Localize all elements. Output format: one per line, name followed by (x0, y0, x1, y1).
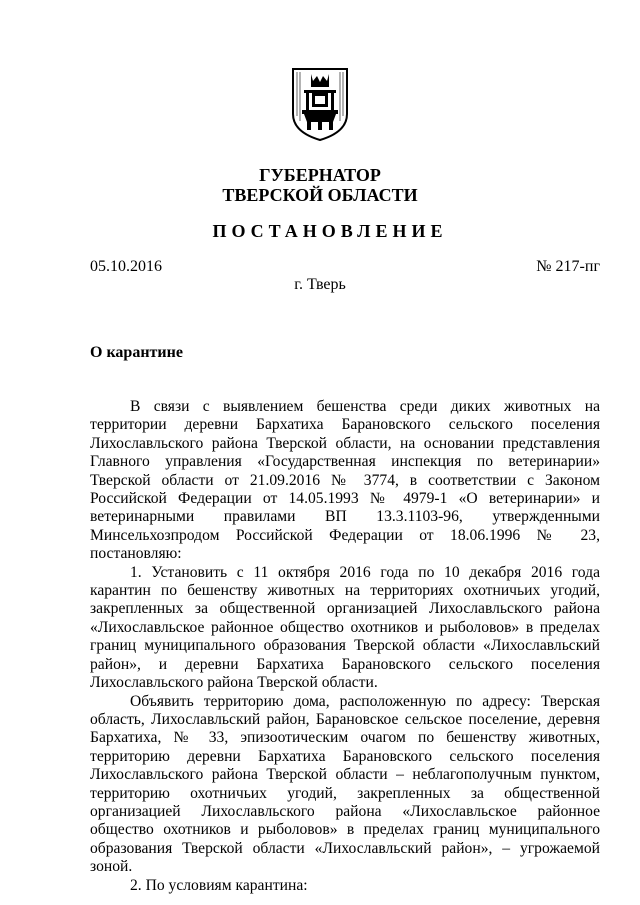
document-body (90, 398, 600, 895)
document-subject: О карантине (90, 344, 183, 361)
coat-of-arms-icon (290, 66, 350, 142)
document-date: 05.10.2016 (90, 258, 162, 275)
paragraph: 2. По условиям карантина: (130, 876, 308, 894)
paragraph: 1. Установить с 11 октября 2016 года по 10 декабря 2016 года карантин по бешенству животных на территориях охотничьих угодий, закрепленных за общественной организацией Лихославльского района «Лихославльское районное общество охотников и рыболовов» в пределах границ муниципального образования Тверской области «Лихославльский район», и деревни Бархатиха Барановского сельского поселения Лихославльского района Тверской области. (90, 563, 600, 692)
authority-region: ТВЕРСКОЙ ОБЛАСТИ (222, 185, 418, 205)
document-type: ПОСТАНОВЛЕНИЕ (212, 221, 448, 241)
document-city: г. Тверь (294, 276, 346, 293)
paragraph: Объявить территорию дома, расположенную по адресу: Тверская область, Лихославльский район, Барановское сельское поселение, деревня Бархатиха, № 33, эпизоотическим очагом по бешенству животных, территорию деревни Бархатиха Барановского сельского поселения Лихославльского района Тверской области – неблагополучным пунктом, территорию охотничьих угодий, закрепленных за общественной организацией Лихославльского района «Лихославльское районное общество охотников и рыболовов» в пределах границ муниципального образования Тверской области «Лихославльский район», – угрожаемой зоной. (90, 692, 600, 876)
paragraph: В связи с выявлением бешенства среди диких животных на территории деревни Бархатиха Барановского сельского поселения Лихославльского района Тверской области, на основании представления Главного управления «Государственная инспекция по ветеринарии» Тверской области от 21.09.2016 № 3774, в соответствии с Законом Российской Федерации от 14.05.1993 № 4979-1 «О ветеринарии» и ветеринарными правилами ВП 13.3.1103-96, утвержденными Минсельхозпродом Российской Федерации от 18.06.1996 № 23, постановляю: (90, 398, 600, 563)
document-number: № 217-пг (536, 258, 600, 275)
authority-title: ГУБЕРНАТОР (259, 165, 381, 185)
